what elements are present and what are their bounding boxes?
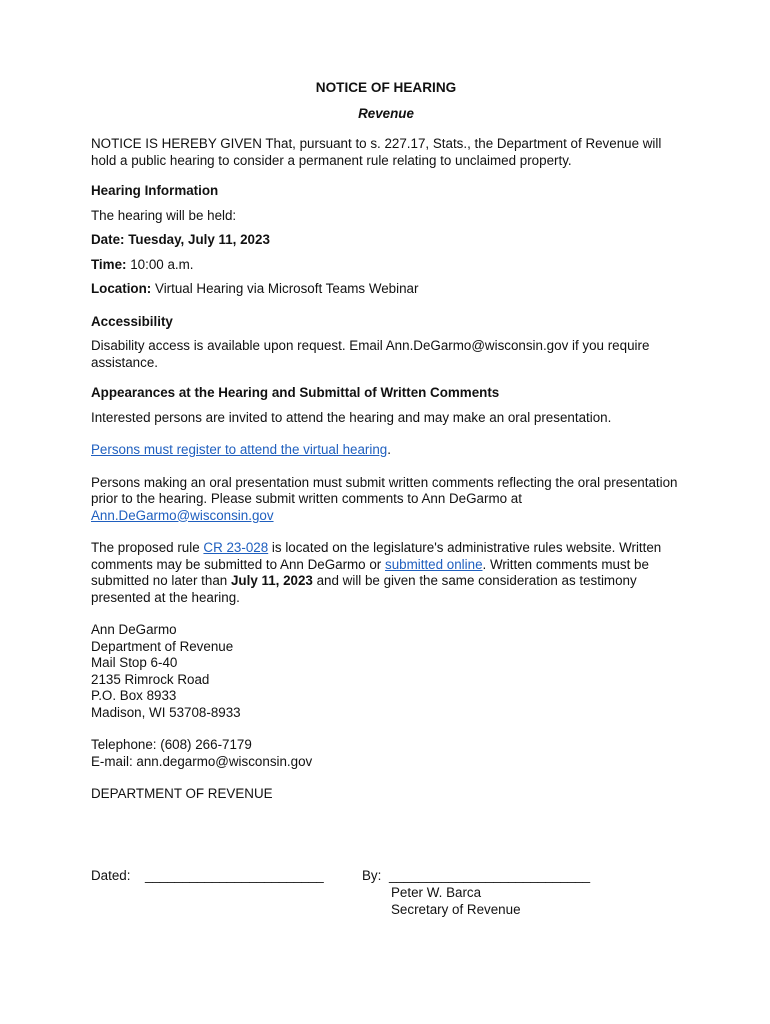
rule-prefix: The proposed rule <box>91 540 200 555</box>
contact-info <box>91 737 681 770</box>
page-title: NOTICE OF HEARING <box>315 80 457 95</box>
footer-dept: DEPARTMENT OF REVENUE <box>91 786 273 801</box>
signer <box>391 885 521 918</box>
register-suffix: . <box>387 442 391 457</box>
contact-street: 2135 Rimrock Road <box>91 671 210 687</box>
appearances-heading: Appearances at the Hearing and Submittal of Written Comments <box>91 385 500 400</box>
rule-after: . Written comments must be submitted no later than <box>91 556 649 588</box>
location-label: Location: <box>91 281 152 296</box>
contact-city: Madison, WI 53708-8933 <box>91 704 241 720</box>
rule-paragraph <box>91 540 681 606</box>
contact-dept: Department of Revenue <box>91 638 234 654</box>
submitted-online-link[interactable]: submitted online <box>385 556 483 572</box>
by-label: By: <box>362 868 382 883</box>
page-subtitle: Revenue <box>358 105 414 121</box>
hearing-location <box>91 281 681 298</box>
hearing-date <box>91 232 681 249</box>
contact-pobox: P.O. Box 8933 <box>91 688 177 703</box>
contact-mailstop: Mail Stop 6-40 <box>91 655 178 670</box>
signer-name: Peter W. Barca <box>391 885 482 900</box>
contact-name: Ann DeGarmo <box>91 622 177 637</box>
intro-paragraph: NOTICE IS HEREBY GIVEN That, pursuant to s. 227.17, Stats., the Department of Revenue will hold a public hearing to consider a permanent rule relating to unclaimed property. <box>91 136 662 168</box>
time-label: Time: <box>91 256 127 272</box>
signature-block <box>91 868 691 928</box>
rule-mid: is located on the legislature's administrative rules website. Written comments may be submitted to Ann DeGarmo or <box>91 540 662 572</box>
date-value: Tuesday, July 11, 2023 <box>128 232 270 247</box>
accessibility-heading: Accessibility <box>91 313 173 329</box>
time-value: 10:00 a.m. <box>130 256 194 272</box>
location-value: Virtual Hearing via Microsoft Teams Webinar <box>155 281 419 296</box>
notice-document <box>91 80 681 803</box>
appearances-text: Interested persons are invited to attend the hearing and may make an oral presentation. <box>91 409 612 425</box>
hearing-lead: The hearing will be held: <box>91 207 237 223</box>
contact-email: E-mail: ann.degarmo@wisconsin.gov <box>91 753 313 769</box>
accessibility-text: Disability access is available upon request. Email Ann.DeGarmo@wisconsin.gov if you require assistance. <box>91 338 650 370</box>
register-link[interactable]: Persons must register to attend the virtual hearing <box>91 442 388 457</box>
register-paragraph <box>91 442 681 459</box>
oral-paragraph <box>91 475 681 525</box>
oral-text: Persons making an oral presentation must submit written comments reflecting the oral presentation prior to the hearing. Please submit written comments to Ann DeGarmo at <box>91 474 678 506</box>
rule-link[interactable]: CR 23-028 <box>203 540 269 555</box>
signer-title: Secretary of Revenue <box>391 901 521 917</box>
by-line: ___________________________ <box>389 868 591 883</box>
dated-label: Dated: <box>91 868 131 883</box>
email-link[interactable]: Ann.DeGarmo@wisconsin.gov <box>91 507 274 523</box>
hearing-heading: Hearing Information <box>91 183 219 198</box>
contact-phone: Telephone: (608) 266-7179 <box>91 737 252 752</box>
contact-address <box>91 622 681 721</box>
deadline-date: July 11, 2023 <box>230 573 313 588</box>
hearing-time <box>91 257 681 274</box>
dated-line: ________________________ <box>145 868 324 883</box>
rule-end: and will be given the same consideration as testimony presented at the hearing. <box>91 573 637 605</box>
date-label: Date: <box>91 232 125 247</box>
